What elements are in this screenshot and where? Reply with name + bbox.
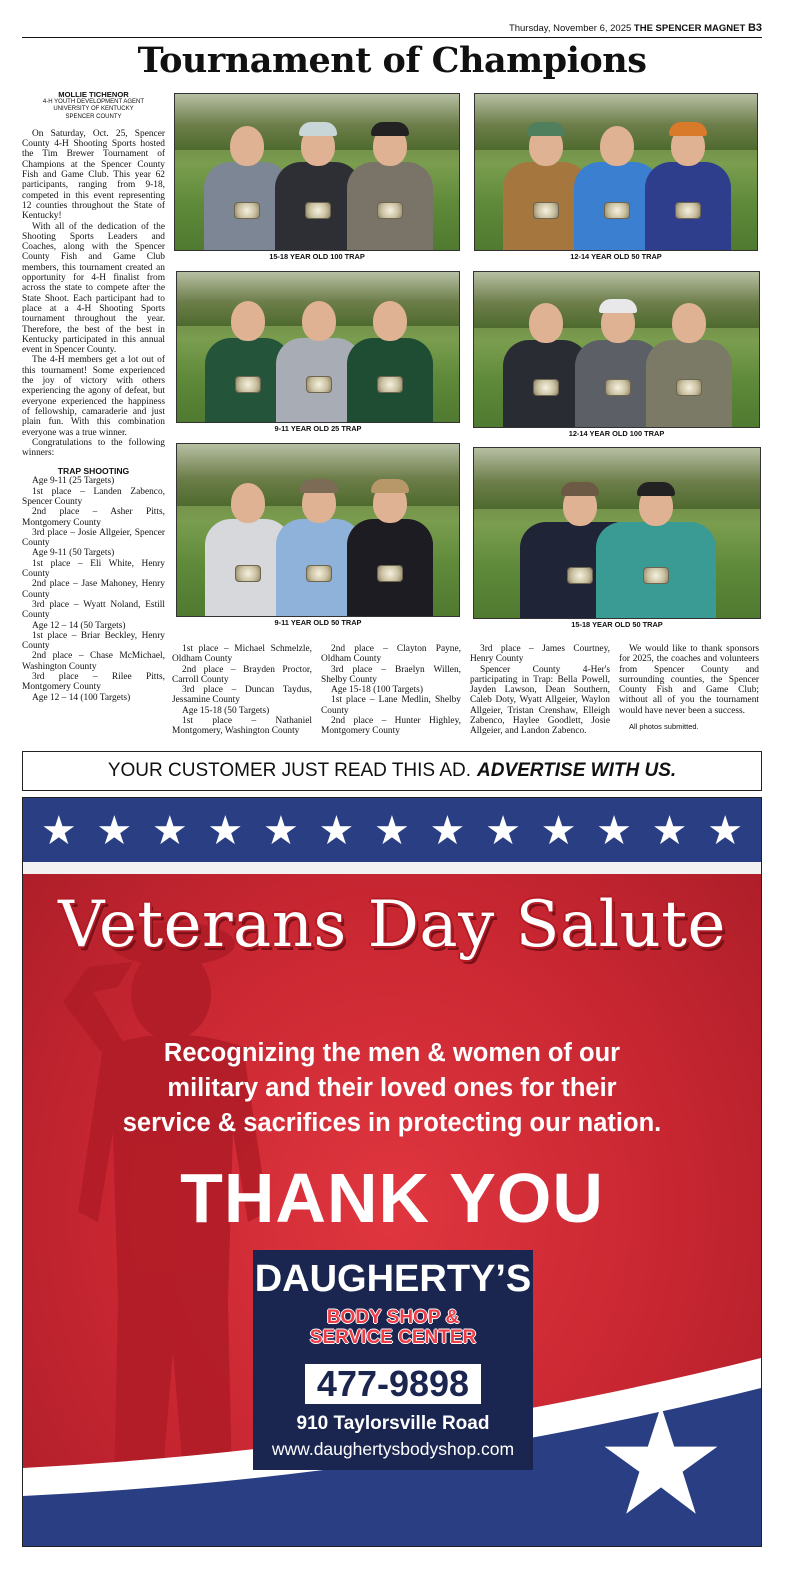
team-photo — [174, 93, 460, 251]
article-paragraph: The 4-H members get a lot out of this tournament! Some experienced the joy of victory with others experiencing the agony of defeat, but everyone experienced the happiness of fellowship, camaraderie and just plain fun. With this combination everyone was a true winner. — [22, 355, 165, 438]
result-line: 2nd place – Jase Mahoney, Henry County — [22, 579, 165, 600]
photo-caption: 15-18 YEAR OLD 100 TRAP — [269, 252, 365, 261]
result-line: Age 15-18 (100 Targets) — [331, 685, 423, 696]
trophy-buckle-icon — [377, 202, 403, 219]
closing-paragraph: We would like to thank sponsors for 2025, the coaches and volunteers from Spencer County and surrounding counties, the Spencer County Fish and Game Club; without all of you the tournament would have never been a success. — [619, 644, 759, 716]
results-column-3 — [321, 644, 461, 737]
photo-caption: 9-11 YEAR OLD 50 TRAP — [274, 618, 362, 627]
star-icon: ★ — [429, 807, 466, 853]
result-line: Age 15-18 (50 Targets) — [182, 705, 270, 716]
veterans-day-advertisement — [22, 797, 762, 1547]
result-line: 2nd place – Brayden Proctor, Carroll County — [172, 664, 312, 685]
article-paragraph: With all of the dedication of the Shooting Sports Leaders and Coaches, along with the Spencer County Fish and Game Club members, this tournament created an opportunity for 4-H finalist from across the state to compete after the State Shoot. Each participant had to place at a 4-H Shooting Sports tournament throughout the year. Therefore, the best of the best in Kentucky participated in this annual event in Spencer County. — [22, 221, 165, 356]
byline-title: 4-H YOUTH DEVELOPMENT AGENT — [42, 99, 145, 105]
trophy-buckle-icon — [604, 202, 630, 219]
star-icon: ★ — [540, 807, 577, 853]
trophy-buckle-icon — [533, 379, 559, 396]
star-icon: ★ — [596, 807, 632, 853]
veterans-day-title: Veterans Day Salute — [58, 888, 726, 962]
header-rule — [22, 37, 762, 38]
star-icon: ★ — [262, 807, 299, 853]
trophy-buckle-icon — [567, 567, 593, 584]
participant-figure — [347, 292, 433, 423]
result-line: 1st place – Landen Zabenco, Spencer County — [22, 486, 165, 507]
trophy-buckle-icon — [306, 376, 332, 393]
business-subtitle-line: BODY SHOP & — [326, 1307, 460, 1328]
result-line: 1st place – Michael Schmelzle, Oldham County — [172, 644, 312, 665]
results-column-2 — [172, 644, 312, 737]
business-address: 910 Taylorsville Road — [296, 1413, 490, 1434]
team-photo — [474, 93, 758, 251]
photo-caption: 15-18 YEAR OLD 50 TRAP — [571, 620, 663, 629]
team-photo — [176, 443, 460, 617]
result-line: 3rd place – Josie Allgeier, Spencer County — [22, 527, 165, 549]
team-photo — [473, 271, 760, 428]
result-line: 1st place – Briar Beckley, Henry County — [22, 630, 165, 652]
star-icon: ★ — [374, 807, 410, 853]
sponsor-box — [253, 1250, 533, 1470]
participant-figure — [645, 114, 731, 251]
result-line: 1st place – Lane Medlin, Shelby County — [321, 695, 461, 716]
result-line: 2nd place – Clayton Payne, Oldham County — [321, 644, 461, 665]
trophy-buckle-icon — [235, 565, 261, 582]
participant-figure — [347, 114, 433, 251]
result-line: 3rd place – Rilee Pitts, Montgomery County — [22, 672, 165, 693]
recognition-message — [23, 1036, 761, 1141]
thank-you-heading: THANK YOU — [180, 1159, 604, 1237]
message-line: service & sacrifices in protecting our nation. — [122, 1109, 662, 1137]
results-list — [22, 476, 165, 703]
participant-figure — [646, 292, 732, 428]
result-line: Age 9-11 (50 Targets) — [32, 548, 115, 559]
byline-institution: UNIVERSITY OF KENTUCKY — [53, 106, 134, 113]
trophy-buckle-icon — [235, 376, 261, 393]
article-paragraph: On Saturday, Oct. 25, Spencer County 4-H Shooting Sports hosted the Tim Brewer Tournament of Champions at the Spencer County Fish and Game Club. This year 62 participants, ranging from 9-18, competed in this event representing 12 counties throughout the State of Kentucky! — [22, 128, 165, 222]
trophy-buckle-icon — [377, 565, 403, 582]
page-title: Tournament of Champions — [137, 40, 647, 81]
trophy-buckle-icon — [676, 379, 702, 396]
results-heading: TRAP SHOOTING — [57, 466, 130, 477]
byline-name: MOLLIE TICHENOR — [58, 90, 129, 99]
result-line: 3rd place – Braelyn Willen, Shelby County — [321, 664, 461, 685]
result-line: 3rd place – James Courtney, Henry County — [470, 644, 610, 665]
photo-caption: 12-14 YEAR OLD 50 TRAP — [570, 252, 662, 261]
result-line: Age 9-11 (25 Targets) — [32, 476, 115, 487]
business-subtitle — [253, 1308, 533, 1348]
business-website: www.daughertysbodyshop.com — [271, 1439, 515, 1459]
participant-figure — [596, 468, 716, 619]
result-line: 3rd place – Duncan Taydus, Jessamine County — [172, 685, 312, 706]
article-paragraph: Congratulations to the following winners: — [22, 437, 165, 459]
photo-caption: 9-11 YEAR OLD 25 TRAP — [274, 424, 362, 433]
folio-page-number: B3 — [747, 22, 762, 34]
page-folio — [22, 22, 762, 36]
white-stripe — [23, 862, 761, 874]
team-photo — [176, 271, 460, 423]
message-line: Recognizing the men & women of our — [163, 1039, 621, 1067]
star-icon: ★ — [318, 807, 355, 853]
house-ad-lead: YOUR CUSTOMER JUST READ THIS AD. — [107, 760, 471, 781]
star-icon: ★ — [96, 807, 133, 853]
trophy-buckle-icon — [533, 202, 559, 219]
result-line: 2nd place – Asher Pitts, Montgomery County — [22, 507, 165, 528]
result-line: 2nd place – Chase McMichael, Washington County — [22, 651, 165, 672]
business-subtitle-line: SERVICE CENTER — [309, 1327, 477, 1348]
business-phone: 477-9898 — [305, 1364, 481, 1404]
house-advertisement — [22, 751, 762, 791]
trophy-buckle-icon — [234, 202, 260, 219]
article-left-column — [22, 90, 165, 703]
trophy-buckle-icon — [675, 202, 701, 219]
star-icon: ★ — [651, 807, 688, 853]
photo-credit: All photos submitted. — [629, 722, 699, 732]
star-icon: ★ — [207, 807, 244, 853]
byline-county: SPENCER COUNTY — [65, 113, 122, 120]
business-name: DAUGHERTY’S — [254, 1258, 532, 1300]
trophy-buckle-icon — [306, 565, 332, 582]
result-line: 1st place – Nathaniel Montgomery, Washington County — [172, 716, 312, 737]
result-line: Age 12 – 14 (50 Targets) — [32, 620, 126, 631]
result-line: Age 12 – 14 (100 Targets) — [32, 692, 131, 703]
folio-date: Thursday, November 6, 2025 — [508, 23, 632, 34]
house-ad-call: ADVERTISE WITH US. — [477, 760, 677, 781]
star-icon: ★ — [40, 807, 77, 853]
trophy-buckle-icon — [305, 202, 331, 219]
star-icon: ★ — [151, 807, 188, 853]
star-row — [23, 802, 761, 858]
participant-figure — [347, 464, 433, 617]
result-line: 1st place – Eli White, Henry County — [22, 558, 165, 580]
results-column-4 — [470, 644, 610, 737]
star-icon: ★ — [485, 807, 521, 853]
result-line: 3rd place – Wyatt Noland, Estill County — [22, 599, 165, 621]
trophy-buckle-icon — [377, 376, 403, 393]
team-photo — [473, 447, 761, 619]
large-star-icon — [601, 1401, 721, 1521]
photo-caption: 12-14 YEAR OLD 100 TRAP — [568, 429, 665, 438]
trophy-buckle-icon — [605, 379, 631, 396]
result-line: 2nd place – Hunter Highley, Montgomery County — [321, 716, 461, 737]
closing-column — [619, 644, 759, 732]
folio-paper-name: THE SPENCER MAGNET — [633, 23, 746, 34]
trophy-buckle-icon — [643, 567, 669, 584]
result-line: Spencer County 4-Her's participating in Trap: Bella Powell, Jayden Lawson, Dean Southern, Caleb Doty, Wyatt Allgeier, Waylon Allgeier, Tristan Crenshaw, Elleigh Zabenco, Haylee Goodlett, Josie Allgeier, and Landon Zabenco. — [470, 664, 610, 737]
star-icon: ★ — [707, 807, 744, 853]
message-line: military and their loved ones for their — [167, 1074, 617, 1102]
